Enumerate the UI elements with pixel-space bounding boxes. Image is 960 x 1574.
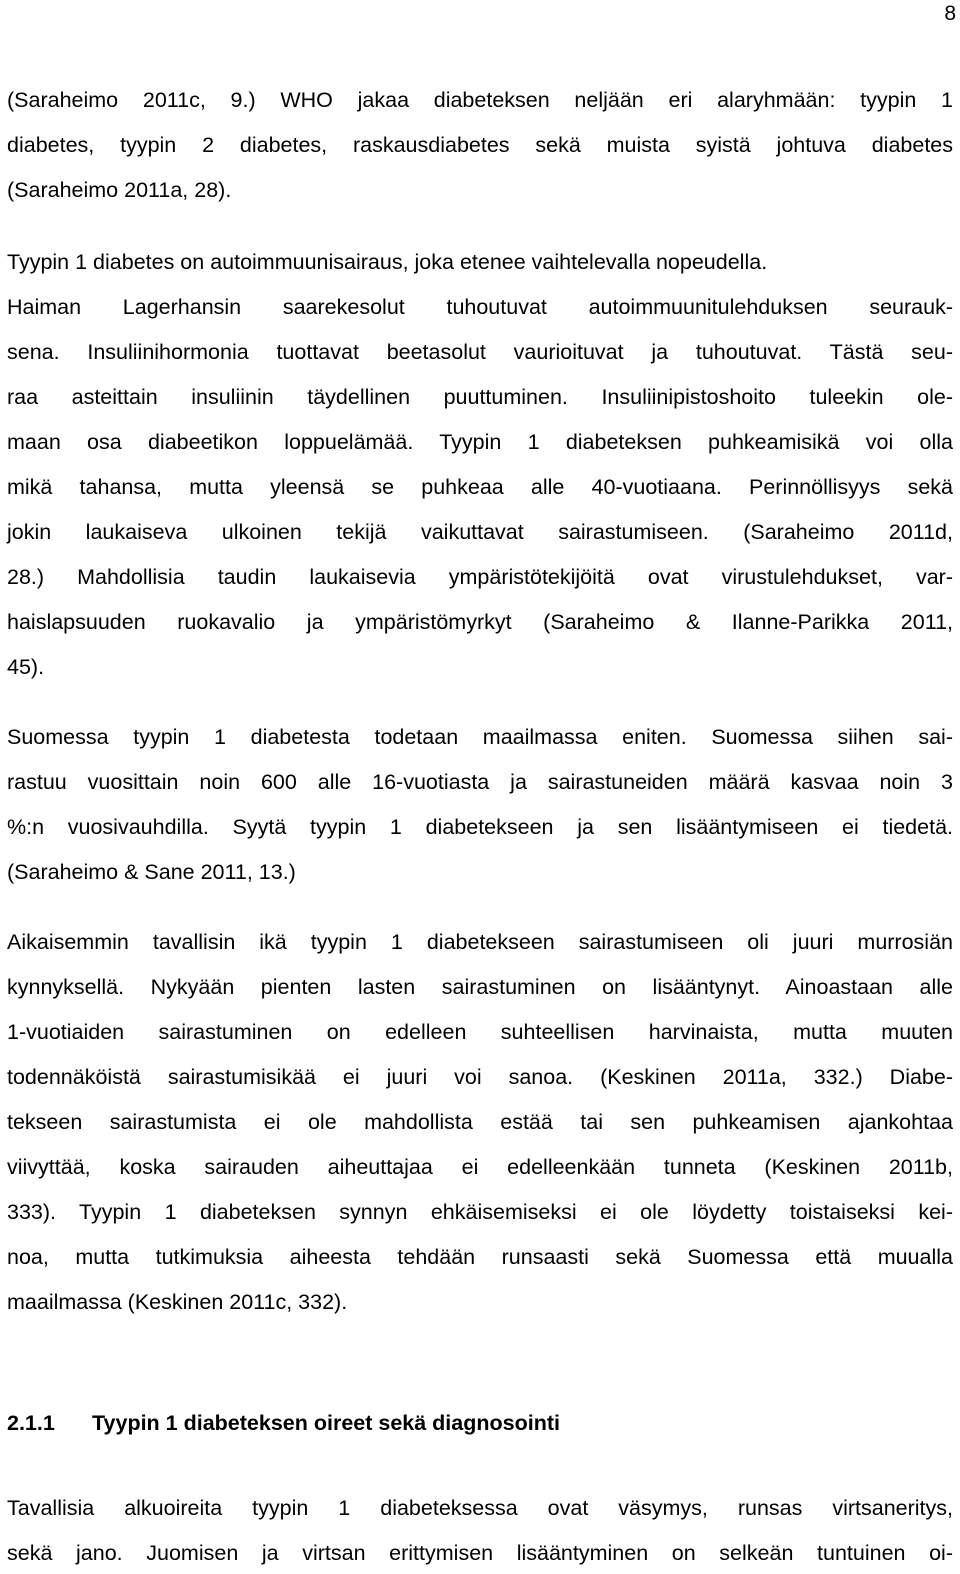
- text-line: Tyypin 1 diabetes on autoimmuunisairaus, joka etenee vaihtelevalla nopeudella.: [7, 250, 768, 274]
- section-heading: [7, 1409, 560, 1437]
- text-line: todennäköistä sairastumisikää ei juuri voi sanoa. (Keskinen 2011a, 332.) Diabe-: [7, 1065, 953, 1089]
- section-number: 2.1.1: [7, 1411, 55, 1435]
- text-line: (Saraheimo & Sane 2011, 13.): [7, 860, 296, 884]
- text-line: raa asteittain insuliinin täydellinen puuttuminen. Insuliinipistoshoito tuleekin ole-: [7, 385, 953, 409]
- text-line: sekä jano. Juomisen ja virtsan erittymisen lisääntyminen on selkeän tuntuinen oi-: [7, 1541, 953, 1565]
- text-line: %:n vuosivauhdilla. Syytä tyypin 1 diabetekseen ja sen lisääntymiseen ei tiedetä.: [7, 815, 953, 839]
- text-line: sena. Insuliinihormonia tuottavat beetasolut vaurioituvat ja tuhoutuvat. Tästä seu-: [7, 340, 953, 364]
- text-line: (Saraheimo 2011a, 28).: [7, 178, 232, 202]
- text-line: kynnyksellä. Nykyään pienten lasten sairastuminen on lisääntynyt. Ainoastaan alle: [7, 975, 953, 999]
- text-line: maailmassa (Keskinen 2011c, 332).: [7, 1290, 348, 1314]
- text-line: diabetes, tyypin 2 diabetes, raskausdiabetes sekä muista syistä johtuva diabetes: [7, 133, 953, 157]
- text-line: jokin laukaiseva ulkoinen tekijä vaikuttavat sairastumiseen. (Saraheimo 2011d,: [7, 520, 953, 544]
- page-number: 8: [944, 2, 956, 25]
- text-line: Suomessa tyypin 1 diabetesta todetaan maailmassa eniten. Suomessa siihen sai-: [7, 725, 953, 749]
- text-line: noa, mutta tutkimuksia aiheesta tehdään runsaasti sekä Suomessa että muualla: [7, 1245, 953, 1269]
- text-line: rastuu vuosittain noin 600 alle 16-vuotiasta ja sairastuneiden määrä kasvaa noin 3: [7, 770, 953, 794]
- text-line: Haiman Lagerhansin saarekesolut tuhoutuvat autoimmuunitulehduksen seurauk-: [7, 295, 953, 319]
- text-line: maan osa diabeetikon loppuelämää. Tyypin 1 diabeteksen puhkeamisikä voi olla: [7, 430, 953, 454]
- text-line: 45).: [7, 655, 45, 679]
- text-line: mikä tahansa, mutta yleensä se puhkeaa alle 40-vuotiaana. Perinnöllisyys sekä: [7, 475, 953, 499]
- section-title: Tyypin 1 diabeteksen oireet sekä diagnosointi: [92, 1411, 560, 1435]
- text-line: 333). Tyypin 1 diabeteksen synnyn ehkäisemiseksi ei ole löydetty toistaiseksi kei-: [7, 1200, 953, 1224]
- text-line: (Saraheimo 2011c, 9.) WHO jakaa diabeteksen neljään eri alaryhmään: tyypin 1: [7, 88, 953, 112]
- text-line: viivyttää, koska sairauden aiheuttajaa ei edelleenkään tunneta (Keskinen 2011b,: [7, 1155, 953, 1179]
- text-line: Tavallisia alkuoireita tyypin 1 diabeteksessa ovat väsymys, runsas virtsaneritys,: [7, 1496, 953, 1520]
- text-line: 1-vuotiaiden sairastuminen on edelleen suhteellisen harvinaista, mutta muuten: [7, 1020, 953, 1044]
- text-line: haislapsuuden ruokavalio ja ympäristömyrkyt (Saraheimo & Ilanne-Parikka 2011,: [7, 610, 953, 634]
- text-line: 28.) Mahdollisia taudin laukaisevia ympäristötekijöitä ovat virustulehdukset, var-: [7, 565, 953, 589]
- text-line: Aikaisemmin tavallisin ikä tyypin 1 diabetekseen sairastumiseen oli juuri murrosiän: [7, 930, 953, 954]
- text-line: tekseen sairastumista ei ole mahdollista estää tai sen puhkeamisen ajankohtaa: [7, 1110, 953, 1134]
